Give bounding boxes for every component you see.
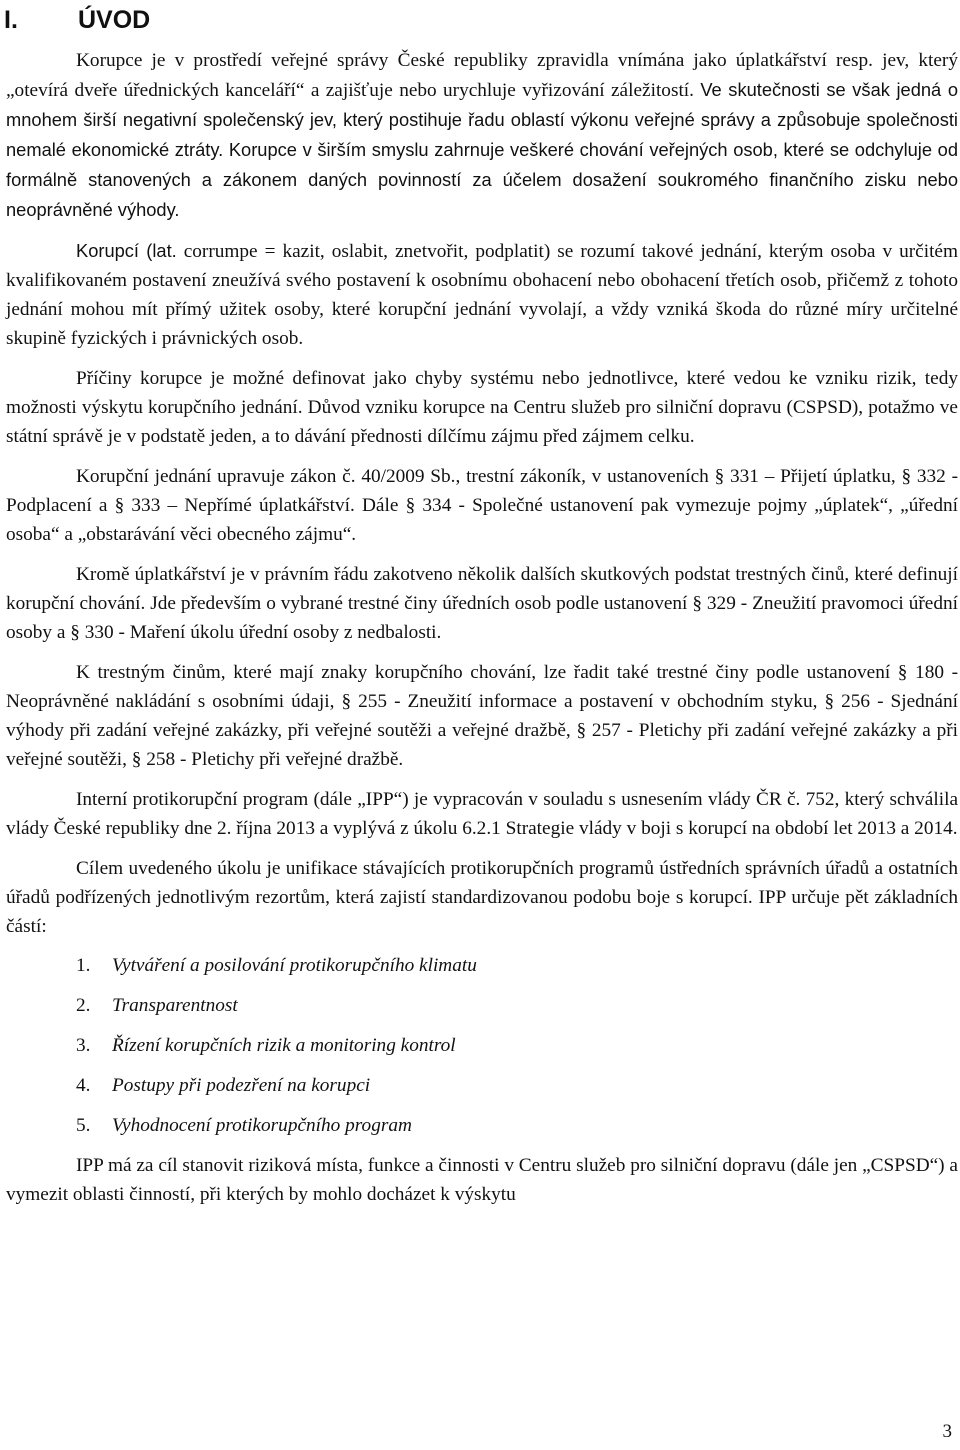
paragraph-causes: Příčiny korupce je možné definovat jako chyby systému nebo jednotlivce, které vedou ke vzniku rizik, tedy možnosti výskytu korupčního jednání. Důvod vzniku korupce na Centru služeb pro silniční dopravu (CSPSD), potažmo ve státní správě je v podstatě jeden, a to dávání přednosti dílčímu zájmu před zájmem celku. <box>6 368 958 447</box>
list-item-text: Vytváření a posilování protikorupčního klimatu <box>112 955 477 976</box>
list-item <box>6 1071 958 1111</box>
list-item-text: Řízení korupčních rizik a monitoring kontrol <box>112 1035 456 1056</box>
list-item <box>6 1031 958 1071</box>
paragraph-ipp: Interní protikorupční program (dále „IPP“) je vypracován v souladu s usnesením vlády ČR č. 752, který schválila vlády České republiky dne 2. října 2013 a vyplývá z úkolu 6.2.1 Strategie vlády v boji s korupcí na období let 2013 a 2014. <box>6 789 958 839</box>
document-body <box>6 46 958 1209</box>
list-item <box>6 1111 958 1151</box>
paragraph-ipp-aim: IPP má za cíl stanovit riziková místa, funkce a činnosti v Centru služeb pro silniční dopravu (dále jen „CSPSD“) a vymezit oblasti činností, při kterých by mohlo docházet k výskytu <box>6 1155 958 1205</box>
paragraph-intro-part-1: Korupce je v prostředí veřejné správy České republiky zpravidla vnímána jako úplatkářství resp. jev, který „otevírá dveře úřednických kanceláří“ a zajišťuje nebo urychluje vyřizování záležitostí. <box>6 50 958 101</box>
section-heading <box>4 2 150 38</box>
paragraph-criminal-code: Korupční jednání upravuje zákon č. 40/2009 Sb., trestní zákoník, v ustanoveních § 331 – Přijetí úplatku, § 332 - Podplacení a § 333 – Nepřímé úplatkářství. Dále § 334 - Společné ustanovení pak vymezuje pojmy „úplatek“, „úřední osoba“ a „obstarávání věci obecného zájmu“. <box>6 466 958 545</box>
list-item-number: 2. <box>76 995 91 1016</box>
list-item-number: 4. <box>76 1075 91 1096</box>
section-number: I. <box>4 6 18 34</box>
paragraph-intro-part-2: Ve skutečnosti se však jedná o mnohem širší negativní společenský jev, který postihuje řadu oblastí výkonu veřejné správy a způsobuje společnosti nemalé ekonomické ztráty. Korupce v širším smyslu zahrnuje veškeré chování veřejných osob, které se odchyluje od formálně stanovených a zákonem daných povinností za účelem dosažení soukromého finančního zisku nebo neoprávněné výhody. <box>6 79 958 220</box>
list-item-text: Vyhodnocení protikorupčního program <box>112 1115 412 1136</box>
list-item-number: 5. <box>76 1115 91 1136</box>
paragraph-definition <box>6 236 958 353</box>
paragraph-definition-part-2: corrumpe = kazit, oslabit, znetvořit, podplatit) se rozumí takové jednání, kterým osoba v určitém kvalifikovaném postavení zneužívá svého postavení k osobnímu obohacení nebo obohacení třetích osob, přičemž z tohoto jednání mohou mít přímý užitek osoby, které korupční jednání vyvolají, a vždy vzniká škoda do různé míry určitelné skupině fyzických i právnických osob. <box>6 241 958 349</box>
list-item-number: 1. <box>76 955 91 976</box>
paragraph-other-offences: Kromě úplatkářství je v právním řádu zakotveno několik dalších skutkových podstat trestných činů, které definují korupční chování. Jde především o vybrané trestné činy úředních osob podle ustanovení § 329 - Zneužití pravomoci úřední osoby a § 330 - Maření úkolu úřední osoby z nedbalosti. <box>6 564 958 643</box>
paragraph-corruption-offences: K trestným činům, které mají znaky korupčního chování, lze řadit také trestné činy podle ustanovení § 180 - Neoprávněné nakládání s osobními údaji, § 255 - Zneužití informace a postavení v obchodním styku, § 256 - Sjednání výhody při zadání veřejné zakázky, při veřejné soutěži a veřejné dražbě, § 257 - Pletichy při zadání veřejné zakázky a při veřejné soutěži, § 258 - Pletichy při veřejné dražbě. <box>6 662 958 770</box>
section-title: ÚVOD <box>78 6 151 34</box>
page-number: 3 <box>942 1421 952 1442</box>
paragraph-goal: Cílem uvedeného úkolu je unifikace stávajících protikorupčních programů ústředních správních úřadů a ostatních úřadů podřízených jednotlivým rezortům, která zajistí standardizovanou podobu boje s korupcí. IPP určuje pět základních částí: <box>6 858 958 937</box>
list-item-text: Postupy při podezření na korupci <box>112 1075 371 1096</box>
ipp-parts-list <box>6 951 958 1151</box>
list-item <box>6 951 958 991</box>
list-item-number: 3. <box>76 1035 91 1056</box>
paragraph-definition-part-1: Korupcí (lat. <box>76 240 177 261</box>
paragraph-intro <box>6 46 958 225</box>
list-item-text: Transparentnost <box>112 995 238 1016</box>
list-item <box>6 991 958 1031</box>
